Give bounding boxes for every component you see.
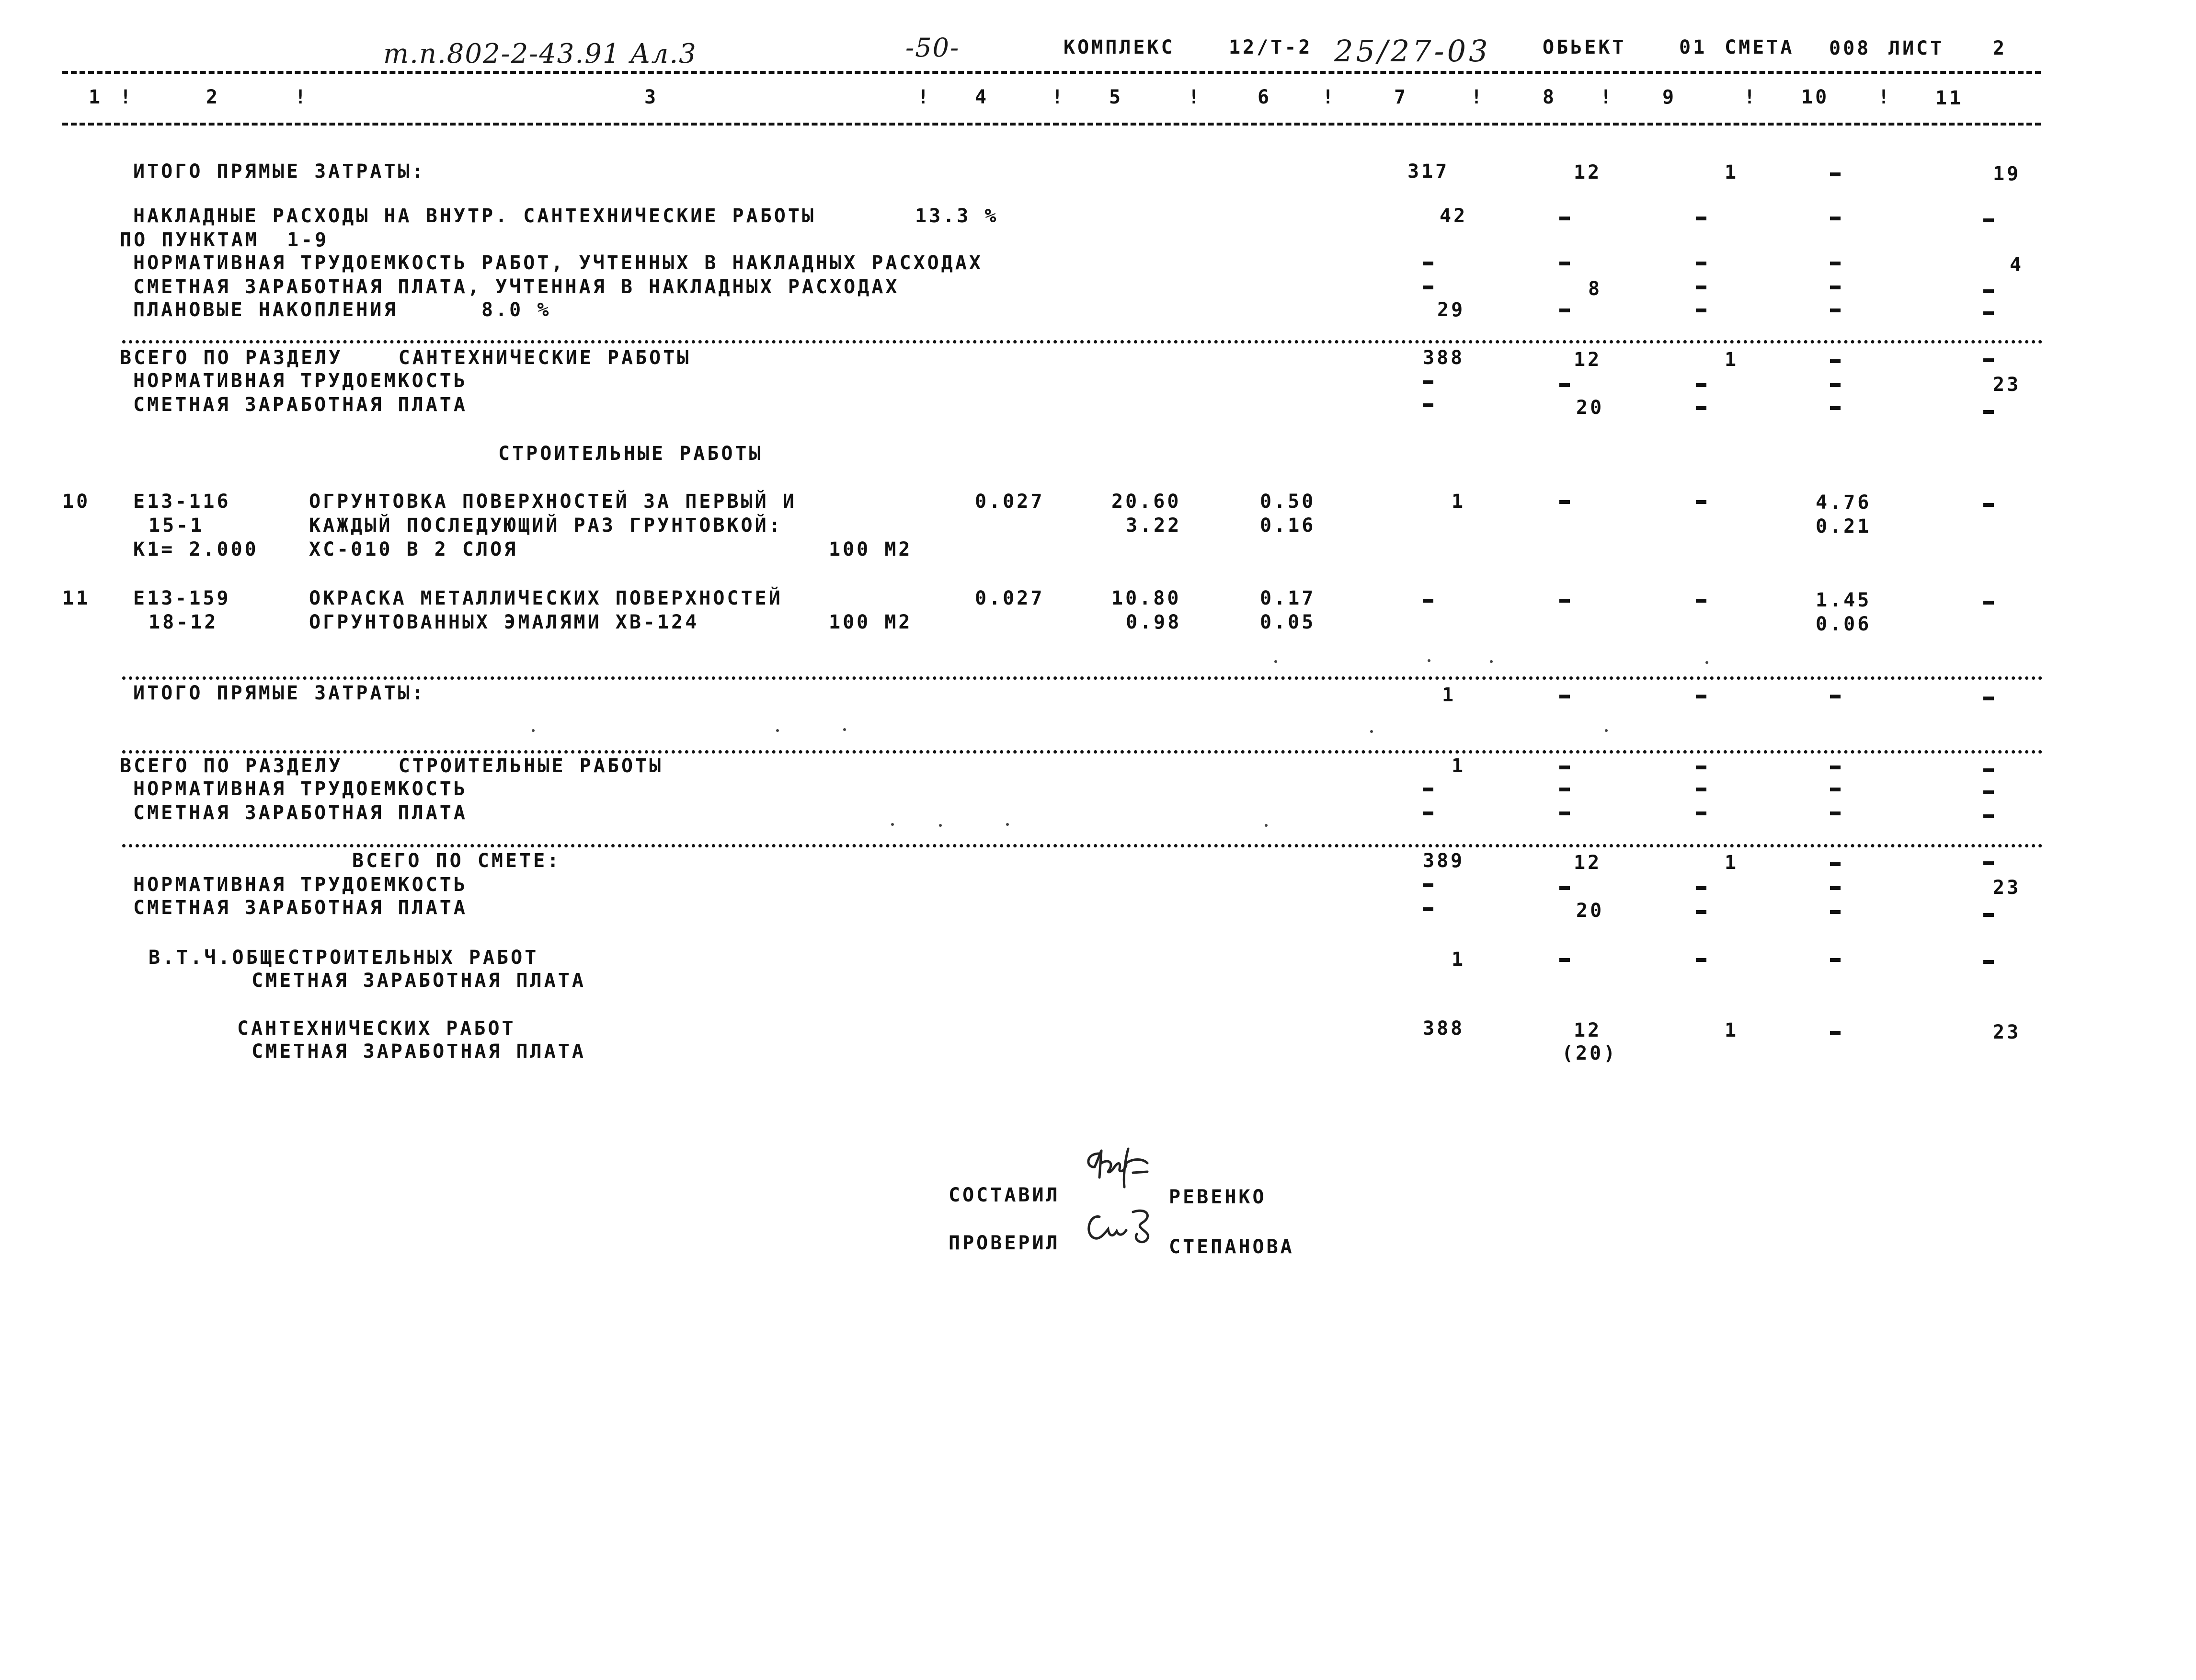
construction-heading: СТРОИТЕЛЬНЫЕ РАБОТЫ	[498, 443, 763, 465]
scan-speck	[939, 824, 942, 827]
dash-mark	[1423, 907, 1433, 911]
sheet-value: 2	[1993, 37, 2007, 59]
estimate-total-col7: 389	[1423, 850, 1465, 872]
wage-in-overhead-col8: 8	[1588, 278, 1602, 300]
plumbing-section-col9: 1	[1725, 349, 1739, 371]
dash-mark	[1830, 1031, 1841, 1035]
col-sep: !	[120, 86, 134, 108]
dash-mark	[1983, 410, 1994, 414]
overhead-col7: 42	[1440, 205, 1468, 227]
scan-speck	[843, 728, 846, 731]
planned-savings-percent: 8.0 %	[481, 299, 551, 321]
scan-speck	[776, 729, 779, 732]
plumbing-labor-label: НОРМАТИВНАЯ ТРУДОЕМКОСТЬ	[133, 370, 468, 392]
item-unit: 100 М2	[829, 611, 913, 633]
dash-mark	[1559, 500, 1570, 504]
dash-mark	[1983, 503, 1994, 507]
col-sep: !	[1322, 86, 1337, 108]
dash-mark	[1696, 406, 1706, 410]
object-label: ОБЬЕКТ	[1543, 36, 1626, 58]
general-works-wage-label: СМЕТНАЯ ЗАРАБОТНАЯ ПЛАТА	[252, 970, 586, 992]
scan-speck	[1428, 659, 1430, 662]
compiled-by-label: СОСТАВИЛ	[949, 1184, 1060, 1206]
dash-mark	[1423, 262, 1433, 265]
plumbing-works-col11: 23	[1993, 1021, 2021, 1043]
scan-speck	[1705, 661, 1708, 664]
col-sep: !	[1600, 86, 1614, 108]
plumbing-works-wage-label: СМЕТНАЯ ЗАРАБОТНАЯ ПЛАТА	[252, 1040, 586, 1063]
col-8: 8	[1543, 86, 1557, 108]
col-6: 6	[1258, 86, 1272, 108]
item-col6: 0.50	[1260, 491, 1316, 513]
construction-section-col7: 1	[1452, 755, 1466, 777]
section-separator	[122, 750, 2043, 754]
plumbing-works-col9: 1	[1725, 1019, 1739, 1041]
dash-mark	[1423, 811, 1433, 815]
scan-speck	[1274, 660, 1277, 663]
dash-mark	[1423, 883, 1433, 887]
dash-mark	[1696, 286, 1706, 289]
dash-mark	[1696, 788, 1706, 791]
dash-mark	[1983, 790, 1994, 794]
estimate-total-col8: 12	[1574, 852, 1602, 874]
dash-mark	[1696, 766, 1706, 769]
estimate-wage-col8: 20	[1576, 900, 1604, 922]
page-number: -50-	[905, 33, 960, 63]
item-code-sub: 15-1	[149, 514, 205, 537]
complex-label: КОМПЛЕКС	[1064, 36, 1175, 58]
scan-speck	[1006, 823, 1009, 826]
item-col4: 0.027	[975, 587, 1045, 609]
col-7: 7	[1394, 86, 1408, 108]
complex-handwritten: 25/27-03	[1334, 34, 1491, 69]
item-description: ОГРУНТОВАННЫХ ЭМАЛЯМИ ХВ-124	[309, 611, 699, 633]
dash-mark	[1559, 383, 1570, 387]
construction-section-title: ВСЕГО ПО РАЗДЕЛУ СТРОИТЕЛЬНЫЕ РАБОТЫ	[120, 755, 663, 777]
item-number: 11	[62, 587, 91, 609]
dash-mark	[1983, 358, 1994, 362]
construction-direct-label: ИТОГО ПРЯМЫЕ ЗАТРАТЫ:	[133, 682, 426, 704]
construction-labor-label: НОРМАТИВНАЯ ТРУДОЕМКОСТЬ	[133, 778, 468, 800]
dash-mark	[1830, 359, 1841, 363]
dash-mark	[1830, 695, 1841, 698]
smeta-label: СМЕТА	[1725, 36, 1795, 58]
item-col10-sub: 0.06	[1816, 613, 1872, 635]
dash-mark	[1830, 309, 1841, 312]
estimate-total-title: ВСЕГО ПО СМЕТЕ:	[352, 850, 561, 872]
wage-in-overhead-label: СМЕТНАЯ ЗАРАБОТНАЯ ПЛАТА, УЧТЕННАЯ В НАКЛАДНЫХ РАСХОДАХ	[133, 276, 900, 298]
scan-speck	[1490, 660, 1493, 663]
item-description: ХС-010 В 2 СЛОЯ	[309, 538, 518, 560]
section-separator	[122, 844, 2043, 847]
checked-by-name: СТЕПАНОВА	[1169, 1236, 1294, 1258]
dash-mark	[1696, 383, 1706, 387]
dash-mark	[1830, 862, 1841, 866]
dash-mark	[1696, 910, 1706, 914]
dash-mark	[1983, 601, 1994, 605]
plumbing-section-col8: 12	[1574, 349, 1602, 371]
item-description: ОКРАСКА МЕТАЛЛИЧЕСКИХ ПОВЕРХНОСТЕЙ	[309, 587, 783, 609]
item-coefficient: К1= 2.000	[133, 538, 259, 560]
item-col5: 10.80	[1111, 587, 1181, 609]
dash-mark	[1559, 811, 1570, 815]
construction-direct-col7: 1	[1442, 684, 1456, 706]
direct-costs-label: ИТОГО ПРЯМЫЕ ЗАТРАТЫ:	[133, 160, 426, 183]
col-2: 2	[206, 86, 220, 108]
dash-mark	[1696, 217, 1706, 220]
item-col6: 0.17	[1260, 587, 1316, 609]
direct-costs-col8: 12	[1574, 161, 1602, 183]
dash-mark	[1696, 309, 1706, 312]
item-col10: 4.76	[1816, 491, 1872, 514]
col-4: 4	[975, 86, 989, 108]
item-number: 10	[62, 491, 91, 513]
item-description: ОГРУНТОВКА ПОВЕРХНОСТЕЙ ЗА ПЕРВЫЙ И	[309, 491, 797, 513]
overhead-label: НАКЛАДНЫЕ РАСХОДЫ НА ВНУТР. САНТЕХНИЧЕСКИЕ РАБОТЫ	[133, 205, 816, 227]
estimate-wage-label: СМЕТНАЯ ЗАРАБОТНАЯ ПЛАТА	[133, 897, 468, 919]
col-sep: !	[1052, 86, 1066, 108]
scan-speck	[1265, 824, 1268, 827]
dash-mark	[1696, 599, 1706, 603]
dash-mark	[1423, 599, 1433, 603]
section-separator	[122, 676, 2043, 680]
scan-speck	[891, 823, 894, 826]
dash-mark	[1559, 695, 1570, 698]
dash-mark	[1559, 788, 1570, 791]
dash-mark	[1559, 262, 1570, 265]
dash-mark	[1559, 958, 1570, 962]
dash-mark	[1559, 599, 1570, 603]
dash-mark	[1830, 262, 1841, 265]
plumbing-works-col7: 388	[1423, 1017, 1465, 1040]
estimate-labor-col11: 23	[1993, 877, 2021, 899]
labor-in-overhead-label: НОРМАТИВНАЯ ТРУДОЕМКОСТЬ РАБОТ, УЧТЕННЫХ В НАКЛАДНЫХ РАСХОДАХ	[133, 252, 984, 274]
plumbing-wage-label: СМЕТНАЯ ЗАРАБОТНАЯ ПЛАТА	[133, 394, 468, 416]
plumbing-works-label: САНТЕХНИЧЕСКИХ РАБОТ	[237, 1017, 516, 1040]
col-1: 1	[89, 86, 103, 108]
signature-compiled	[1080, 1144, 1167, 1201]
compiled-by-name: РЕВЕНКО	[1169, 1186, 1267, 1208]
plumbing-labor-col11: 23	[1993, 374, 2021, 396]
dash-mark	[1830, 286, 1841, 289]
dash-mark	[1830, 788, 1841, 791]
item-code: Е13-159	[133, 587, 231, 609]
dash-mark	[1830, 217, 1841, 220]
dash-mark	[1423, 380, 1433, 384]
estimate-total-col9: 1	[1725, 852, 1739, 874]
general-works-label: В.Т.Ч.ОБЩЕСТРОИТЕЛЬНЫХ РАБОТ	[149, 947, 539, 969]
estimate-labor-label: НОРМАТИВНАЯ ТРУДОЕМКОСТЬ	[133, 874, 468, 896]
labor-in-overhead-col11: 4	[2010, 254, 2024, 276]
dash-mark	[1830, 958, 1841, 962]
dash-mark	[1696, 695, 1706, 698]
item-unit: 100 М2	[829, 538, 913, 560]
dash-mark	[1983, 814, 1994, 818]
plumbing-works-wage-col8: (20)	[1562, 1042, 1618, 1064]
plumbing-works-col8: 12	[1574, 1019, 1602, 1041]
signature-checked	[1080, 1202, 1171, 1260]
direct-costs-col11: 19	[1993, 163, 2021, 185]
direct-costs-col7: 317	[1407, 160, 1450, 183]
dash-mark	[1696, 500, 1706, 504]
dash-mark	[1830, 172, 1841, 176]
col-5: 5	[1109, 86, 1123, 108]
dash-mark	[1983, 861, 1994, 865]
dash-mark	[1830, 811, 1841, 815]
dash-mark	[1423, 286, 1433, 289]
item-col7: 1	[1452, 491, 1466, 513]
dash-mark	[1830, 886, 1841, 890]
plumbing-wage-col8: 20	[1576, 397, 1604, 419]
planned-savings-label: ПЛАНОВЫЕ НАКОПЛЕНИЯ	[133, 299, 398, 321]
scan-speck	[532, 729, 535, 732]
col-sep: !	[295, 86, 309, 108]
dash-mark	[1559, 766, 1570, 769]
dash-mark	[1696, 886, 1706, 890]
scan-speck	[1370, 730, 1373, 733]
plumbing-section-title: ВСЕГО ПО РАЗДЕЛУ САНТЕХНИЧЕСКИЕ РАБОТЫ	[120, 347, 691, 369]
checked-by-label: ПРОВЕРИЛ	[949, 1232, 1060, 1254]
dash-mark	[1983, 311, 1994, 315]
col-10: 10	[1801, 86, 1830, 108]
col-sep: !	[1471, 86, 1485, 108]
dash-mark	[1983, 768, 1994, 772]
construction-wage-label: СМЕТНАЯ ЗАРАБОТНАЯ ПЛАТА	[133, 802, 468, 824]
plumbing-section-col7: 388	[1423, 347, 1465, 369]
dash-mark	[1983, 289, 1994, 293]
planned-savings-col7: 29	[1437, 299, 1465, 321]
item-col10: 1.45	[1816, 589, 1872, 611]
col-11: 11	[1935, 87, 1964, 109]
item-col6-sub: 0.05	[1260, 611, 1316, 633]
dash-mark	[1830, 910, 1841, 914]
dash-mark	[1830, 406, 1841, 410]
dash-mark	[1696, 262, 1706, 265]
col-sep: !	[1878, 86, 1892, 108]
col-3: 3	[644, 86, 659, 108]
dash-mark	[1830, 383, 1841, 387]
dash-mark	[1423, 403, 1433, 407]
item-col5: 20.60	[1111, 491, 1181, 513]
header-rule-top	[62, 71, 2041, 74]
dash-mark	[1983, 960, 1994, 964]
dash-mark	[1983, 913, 1994, 917]
dash-mark	[1983, 218, 1994, 222]
item-description: КАЖДЫЙ ПОСЛЕДУЮЩИЙ РАЗ ГРУНТОВКОЙ:	[309, 514, 783, 537]
dash-mark	[1559, 886, 1570, 890]
col-sep: !	[1744, 86, 1758, 108]
dash-mark	[1696, 811, 1706, 815]
item-col6-sub: 0.16	[1260, 514, 1316, 537]
item-col4: 0.027	[975, 491, 1045, 513]
section-separator	[122, 340, 2043, 343]
sheet-label: ЛИСТ	[1888, 37, 1944, 59]
item-code-sub: 18-12	[149, 611, 218, 633]
item-code: Е13-116	[133, 491, 231, 513]
dash-mark	[1423, 788, 1433, 791]
item-col10-sub: 0.21	[1816, 515, 1872, 537]
header-rule-bottom	[62, 123, 2041, 126]
col-9: 9	[1662, 86, 1677, 108]
overhead-percent: 13.3 %	[915, 205, 999, 227]
object-value: 01	[1679, 36, 1707, 58]
dash-mark	[1559, 309, 1570, 312]
document-code: т.п.802-2-43.91 Ал.3	[383, 38, 697, 69]
scan-speck	[1605, 729, 1608, 732]
smeta-value: 008	[1829, 37, 1871, 59]
dash-mark	[1830, 766, 1841, 769]
direct-costs-col9: 1	[1725, 161, 1739, 183]
general-works-col7: 1	[1452, 949, 1466, 971]
complex-value: 12/Т-2	[1229, 36, 1313, 58]
item-col5-sub: 0.98	[1126, 611, 1182, 633]
dash-mark	[1983, 697, 1994, 700]
col-sep: !	[917, 86, 932, 108]
dash-mark	[1696, 958, 1706, 962]
col-sep: !	[1188, 86, 1202, 108]
dash-mark	[1559, 217, 1570, 220]
item-col5-sub: 3.22	[1126, 514, 1182, 537]
overhead-points-label: ПО ПУНКТАМ 1-9	[120, 229, 329, 251]
